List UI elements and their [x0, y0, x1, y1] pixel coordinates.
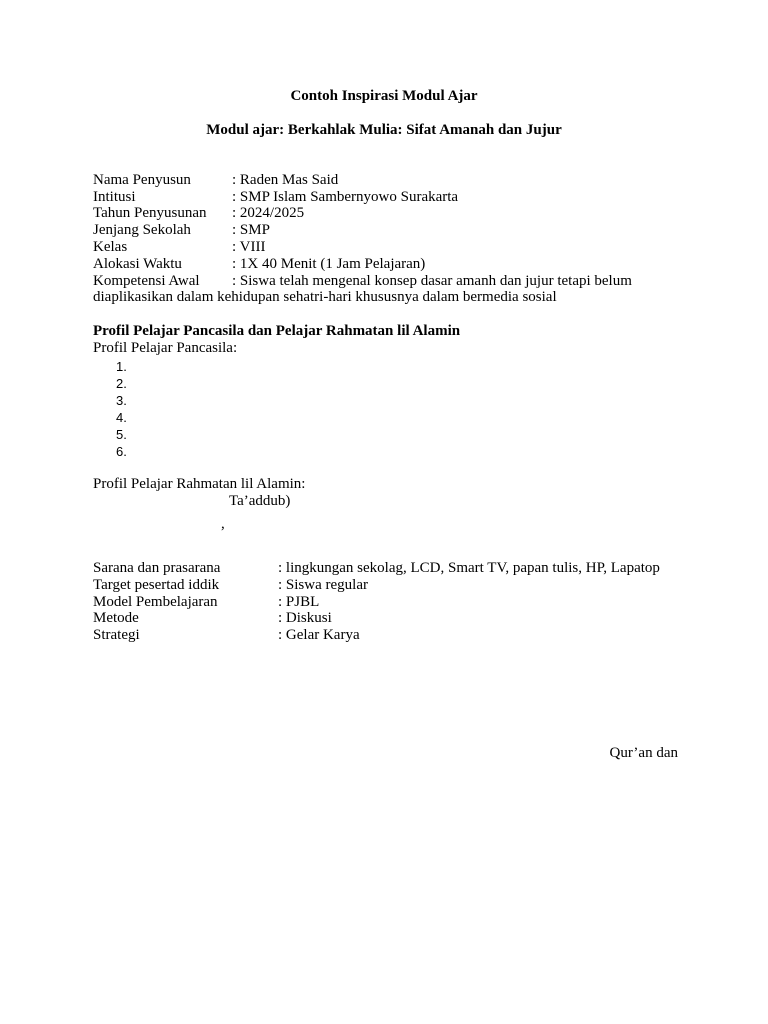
module-subtitle: Modul ajar: Berkahlak Mulia: Sifat Amanah dan Jujur	[206, 122, 562, 138]
detail-label-model: Model Pembelajaran	[93, 594, 218, 610]
detail-value-model: : PJBL	[278, 594, 320, 610]
detail-label-metode: Metode	[93, 610, 139, 626]
identity-label-alokasi: Alokasi Waktu	[93, 256, 182, 272]
list-item-number: 5.	[116, 427, 127, 442]
identity-value-kompetensi: : Siswa telah mengenal konsep dasar amanh dan jujur tetapi belum	[232, 273, 632, 289]
stray-comma: ,	[221, 516, 225, 532]
rahmatan-label: Profil Pelajar Rahmatan lil Alamin:	[93, 476, 306, 492]
detail-label-target: Target pesertad iddik	[93, 577, 220, 593]
detail-value-metode: : Diskusi	[278, 610, 332, 626]
pancasila-label: Profil Pelajar Pancasila:	[93, 340, 238, 356]
identity-value-kelas: : VIII	[232, 239, 266, 255]
list-item-number: 3.	[116, 393, 127, 408]
identity-value-institusi: : SMP Islam Sambernyowo Surakarta	[232, 189, 459, 205]
identity-label-jenjang: Jenjang Sekolah	[93, 222, 191, 238]
profil-heading: Profil Pelajar Pancasila dan Pelajar Rahmatan lil Alamin	[93, 323, 461, 339]
identity-value-nama-penyusun: : Raden Mas Said	[232, 172, 339, 188]
identity-label-kelas: Kelas	[93, 239, 128, 255]
footer-fragment: Qur’an dan	[609, 745, 678, 761]
identity-label-tahun: Tahun Penyusunan	[93, 205, 207, 221]
identity-value-jenjang: : SMP	[232, 222, 270, 238]
identity-value-alokasi: : 1X 40 Menit (1 Jam Pelajaran)	[232, 256, 426, 272]
list-item-number: 6.	[116, 444, 127, 459]
rahmatan-item: Ta’addub)	[229, 493, 291, 509]
identity-label-kompetensi: Kompetensi Awal	[93, 273, 200, 289]
identity-label-institusi: Intitusi	[93, 189, 136, 205]
detail-value-sarana: : lingkungan sekolag, LCD, Smart TV, papan tulis, HP, Lapatop	[278, 560, 660, 576]
detail-label-strategi: Strategi	[93, 627, 140, 643]
identity-value-tahun: : 2024/2025	[232, 205, 305, 221]
detail-value-target: : Siswa regular	[278, 577, 368, 593]
list-item-number: 4.	[116, 410, 127, 425]
detail-value-strategi: : Gelar Karya	[278, 627, 360, 643]
kompetensi-continuation: diaplikasikan dalam kehidupan sehatri-hari khususnya dalam bermedia sosial	[93, 289, 557, 305]
detail-label-sarana: Sarana dan prasarana	[93, 560, 221, 576]
list-item-number: 2.	[116, 376, 127, 391]
identity-label-nama-penyusun: Nama Penyusun	[93, 172, 191, 188]
list-item-number: 1.	[116, 359, 127, 374]
document-title: Contoh Inspirasi Modul Ajar	[290, 88, 478, 104]
